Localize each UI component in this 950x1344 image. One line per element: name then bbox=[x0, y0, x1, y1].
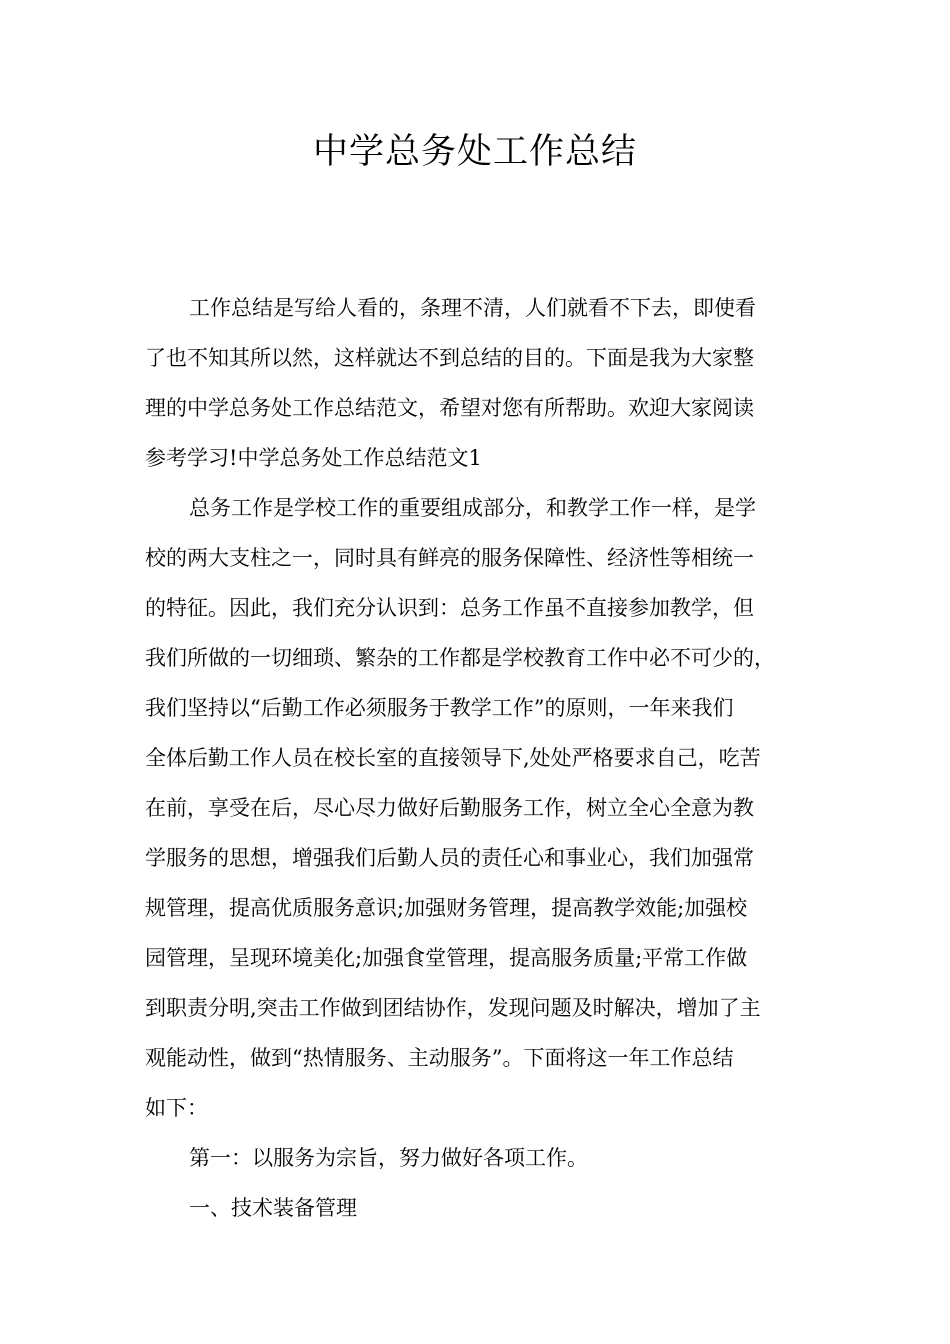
paragraph-intro bbox=[145, 283, 810, 483]
paragraph-main bbox=[145, 483, 810, 1133]
text-line: 的特征。因此，我们充分认识到：总务工作虽不直接参加教学，但 bbox=[145, 596, 754, 620]
text-line: 学服务的思想，增强我们后勤人员的责任心和事业心，我们加强常 bbox=[145, 846, 754, 870]
section-heading-first bbox=[145, 1133, 810, 1183]
text-line: 校的两大支柱之一，同时具有鲜亮的服务保障性、经济性等相统一 bbox=[145, 546, 754, 570]
page-title: 中学总务处工作总结 bbox=[312, 132, 637, 172]
text-line: 在前，享受在后，尽心尽力做好后勤服务工作，树立全心全意为教 bbox=[145, 796, 754, 820]
text-line: 我们坚持以“后勤工作必须服务于教学工作”的原则，一年来我们 bbox=[145, 696, 734, 720]
text-line: 规管理，提高优质服务意识;加强财务管理，提高教学效能;加强校 bbox=[145, 896, 748, 920]
text-line: 理的中学总务处工作总结范文，希望对您有所帮助。欢迎大家阅读 bbox=[145, 396, 754, 420]
text-line: 观能动性，做到“热情服务、主动服务”。下面将这一年工作总结 bbox=[145, 1046, 734, 1070]
text-line: 参考学习!中学总务处工作总结范文1 bbox=[145, 446, 482, 470]
text-line: 总务工作是学校工作的重要组成部分，和教学工作一样，是学 bbox=[189, 496, 756, 520]
document-body bbox=[145, 283, 810, 1233]
text-line: 到职责分明,突击工作做到团结协作，发现问题及时解决，增加了主 bbox=[145, 996, 761, 1020]
text-line: 了也不知其所以然，这样就达不到总结的目的。下面是我为大家整 bbox=[145, 346, 754, 370]
text-line: 全体后勤工作人员在校长室的直接领导下,处处严格要求自己，吃苦 bbox=[145, 746, 761, 770]
text-line: 工作总结是写给人看的，条理不清，人们就看不下去，即使看 bbox=[189, 296, 756, 320]
subsection-heading-equipment bbox=[145, 1183, 810, 1233]
text-line: 第一：以服务为宗旨，努力做好各项工作。 bbox=[189, 1146, 588, 1170]
text-line: 如下： bbox=[145, 1096, 208, 1120]
text-line: 一、技术装备管理 bbox=[189, 1196, 357, 1220]
text-line: 园管理，呈现环境美化;加强食堂管理，提高服务质量;平常工作做 bbox=[145, 946, 748, 970]
text-line: 我们所做的一切细琐、繁杂的工作都是学校教育工作中必不可少的， bbox=[145, 646, 775, 670]
